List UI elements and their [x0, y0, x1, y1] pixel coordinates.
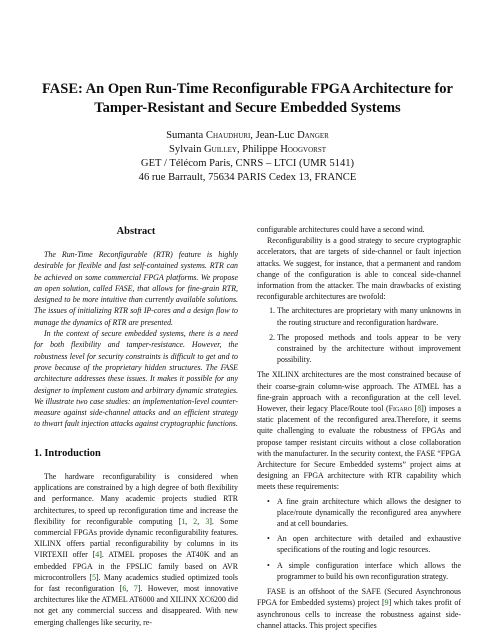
- section-heading-introduction: 1. Introduction: [34, 448, 101, 459]
- affiliation-line: GET / Télécom Paris, CNRS – LTCI (UMR 5141): [140, 158, 355, 169]
- citation-link[interactable]: 2: [193, 516, 198, 526]
- right-column-body: [257, 224, 461, 631]
- citation-link[interactable]: 6: [122, 584, 127, 594]
- abstract-heading: Abstract: [116, 226, 156, 237]
- intro-paragraph-1: The hardware reconfigurability is considered when applications are constrained by a high degree of both flexibility and performance. Many academic projects studied RTR architectures, to speed up reconfiguration time and increase the flexibility for reconfigurable computing [1, 2, 3]. Some commercial FPGAs provide dynamic reconfigurability features. XILINX offers partial reconfigurability by columns in its VIRTEXII offer [4]. ATMEL proposes the AT40K and an embedded FPGA in the FPSLIC family based on AVR microcontrollers [5]. Many academics studied optimized tools for fast reconfiguration [6, 7]. However, most innovative architectures like the ATMEL AT6000 and XILINX XC6200 did not get any commercial success and disappeared. With new emerging challenges like security, re-: [34, 472, 238, 627]
- right-paragraph-2: The XILINX architectures are the most constrained because of their coarse-grain column-wise approach. The ATMEL has a fine-grain approach with a reconfiguration at the cell level. However, their legacy Place/Route tool (Figaro [8]) imposes a static placement of the reconfigured area.Therefore, it seems quite challenging to evaluate the robustness of FPGAs and propose tamper resistant circuits without a close collaboration with the manufacturer. In the security context, the FASE “FPGA Architecture for Secure Embedded systems” project aims at designing an FPGA architecture with RTR capability which meets these requirements:: [257, 370, 461, 492]
- right-paragraph-0: configurable architectures could have a second wind.: [257, 225, 425, 234]
- title-line-1: FASE: An Open Run-Time Reconfigurable FPGA Architecture for: [42, 81, 453, 97]
- address-line: 46 rue Barrault, 75634 PARIS Cedex 13, FRANCE: [138, 172, 357, 183]
- requirements-list: [257, 496, 461, 582]
- abstract-paragraph-1: The Run-Time Reconfigurable (RTR) feature is highly desirable for flexible and fast self-contained systems. RTR can be achieved on some commercial FPGA platforms. We propose an open solution, called FASE, that allows for fine-grain RTR, designed to be more intuitive than currently available solutions. The issues of initializing RTR soft IP-cores and a design flow to manage the dynamics of RTR are presented.: [34, 250, 238, 327]
- title-line-2: Tamper-Resistant and Secure Embedded Systems: [94, 100, 401, 116]
- abstract-paragraph-2: In the context of secure embedded systems, there is a need for both flexibility and tamper-resistance. However, the robustness level for security constraints is difficult to get and to prove because of the proprietary hidden structures. The FASE architecture addresses these issues. It makes it possible for any designer to implement custom and arbitrary dynamic strategies. We illustrate two case studies: an implementation-level counter-measure against side-channel attacks and an efficient strategy to thwart fault injection attacks against cryptographic functions.: [34, 329, 238, 429]
- list-item: 2. The proposed methods and tools appear to be very constrained by the architecture without improvement possibility.: [277, 332, 461, 366]
- paper-title: [0, 80, 495, 118]
- author-line-1: Sumanta Chaudhuri, Jean-Luc Danger: [166, 130, 329, 141]
- citation-link[interactable]: 3: [205, 516, 210, 526]
- citation-link[interactable]: 5: [92, 572, 97, 582]
- citation-link[interactable]: 7: [133, 584, 138, 594]
- abstract-body: [34, 249, 238, 430]
- right-paragraph-3: FASE is an offshoot of the SAFE (Secured Asynchronous FPGA for Embedded systems) project [9] which takes profit of asynchronous cells to increase the robustness against side-channel attacks. This project specifies: [257, 587, 461, 630]
- introduction-body: [34, 471, 238, 628]
- right-paragraph-1: Reconfigurability is a good strategy to secure cryptographic accelerators, that are targets of side-channel or fault injection attacks. We suggest, for instance, that a permanent and random change of the configuration is able to conceal side-channel information from the attacker. The main drawbacks of existing reconfigurable architectures are twofold:: [257, 236, 461, 302]
- citation-link[interactable]: 1: [181, 516, 186, 526]
- drawbacks-list: [257, 305, 461, 365]
- list-item: • A simple configuration interface which allows the programmer to build his own reconfiguration strategy.: [277, 560, 461, 582]
- author-line-2: Sylvain Guilley, Philippe Hoogvorst: [169, 144, 326, 155]
- author-block: [0, 129, 495, 185]
- citation-link[interactable]: 8: [417, 404, 422, 414]
- list-item: • An open architecture with detailed and exhaustive specifications of the routing and logic resources.: [277, 533, 461, 555]
- list-item: • A fine grain architecture which allows the designer to place/route dynamically the reconfigured area anywhere and at cell boundaries.: [277, 496, 461, 530]
- citation-link[interactable]: 9: [384, 598, 389, 608]
- list-item: 1. The architectures are proprietary with many unknowns in the routing structure and reconfiguration hardware.: [277, 305, 461, 327]
- citation-link[interactable]: 4: [95, 550, 100, 560]
